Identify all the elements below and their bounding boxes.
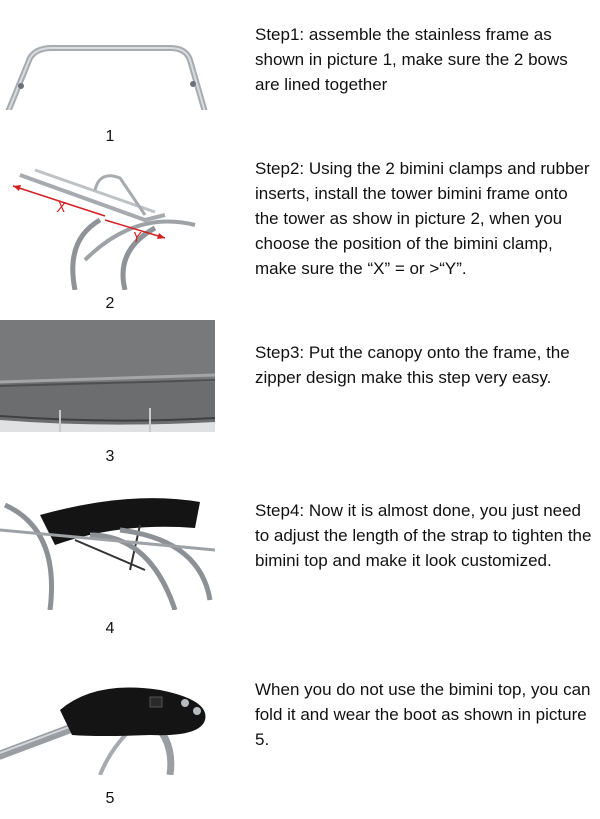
picture-3-canopy-on-frame	[0, 320, 215, 432]
picture-number: 5	[105, 790, 115, 807]
x-mark: X	[57, 201, 66, 216]
step-text: When you do not use the bimini top, you can fold it and wear the boot as shown in picture 5.	[255, 680, 591, 749]
step-2	[0, 150, 600, 320]
picture-5-bimini-with-boot	[0, 665, 220, 775]
picture-number: 4	[105, 620, 115, 637]
step-1	[0, 0, 600, 150]
picture-2-frame-on-tower	[5, 150, 205, 290]
picture-number: 2	[105, 295, 115, 312]
step-4	[0, 470, 600, 640]
step-3	[0, 320, 600, 470]
picture-1-stainless-frame	[0, 20, 220, 110]
y-mark: Y	[133, 231, 141, 246]
step-text: Step3: Put the canopy onto the frame, the zipper design make this step very easy.	[255, 343, 570, 387]
step-text: Step4: Now it is almost done, you just need to adjust the length of the strap to tighten the bimini top and make it look customized.	[255, 501, 592, 570]
step-5	[0, 640, 600, 819]
picture-4-bimini-top-installed	[0, 490, 215, 610]
picture-number: 3	[105, 448, 115, 465]
step-text: Step2: Using the 2 bimini clamps and rubber inserts, install the tower bimini frame onto the tower as show in picture 2, when you choose the position of the bimini clamp, make sure the “X” = or >“Y”.	[255, 159, 590, 278]
step-text: Step1: assemble the stainless frame as shown in picture 1, make sure the 2 bows are lined together	[255, 25, 568, 94]
picture-number: 1	[105, 128, 115, 145]
